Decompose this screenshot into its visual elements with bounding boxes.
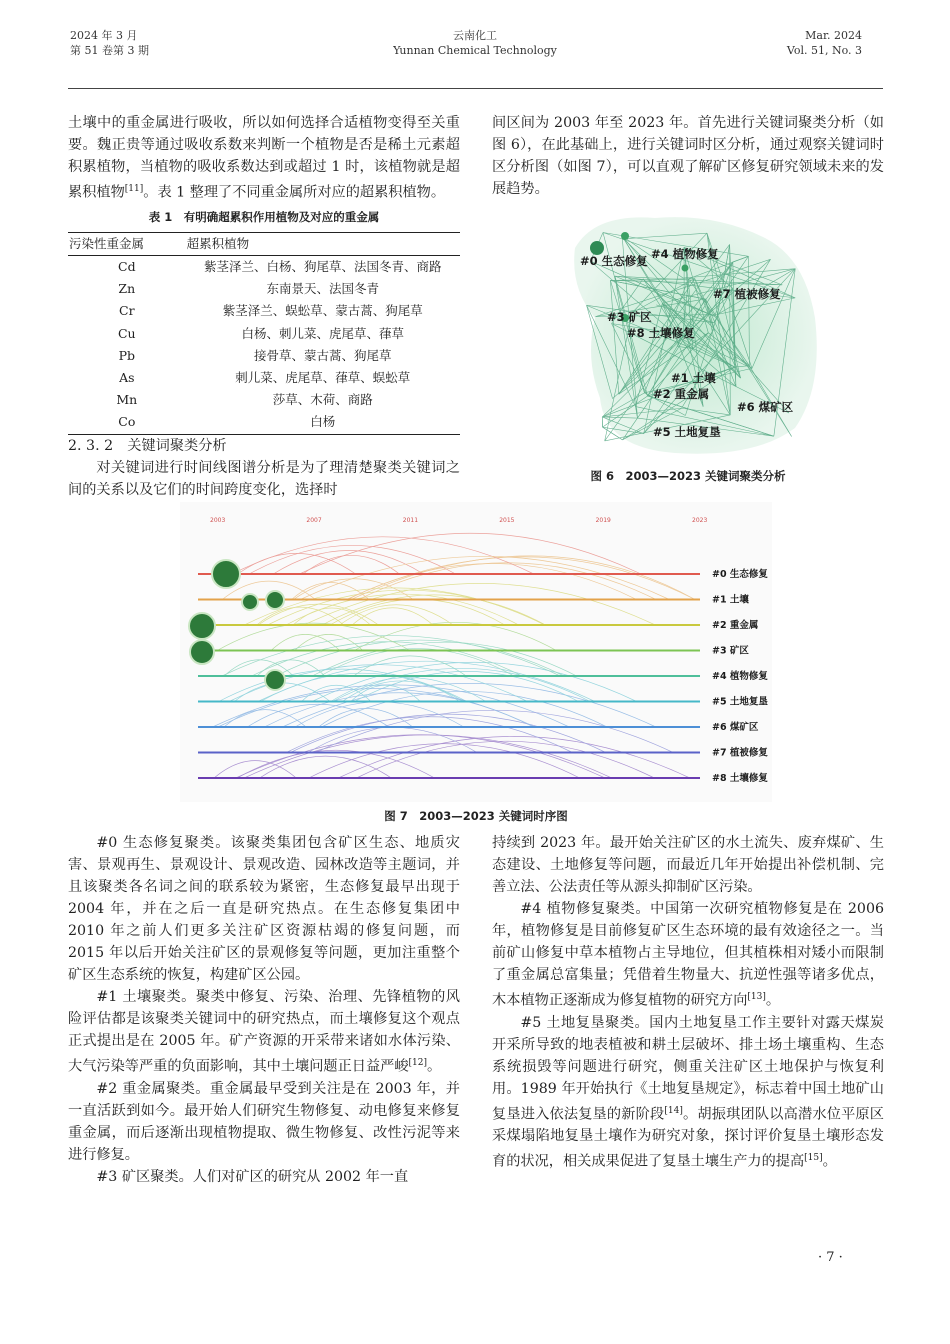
ref-15: [15] bbox=[804, 1153, 823, 1164]
table-cell: Co bbox=[68, 411, 186, 434]
table-cell: 接骨草、蒙古蒿、狗尾草 bbox=[254, 347, 392, 363]
timeline-bubble bbox=[212, 560, 240, 588]
timeline-bubble bbox=[265, 670, 285, 690]
table-cell: 东南景天、法国冬青 bbox=[266, 281, 380, 297]
header-journal-en: Yunnan Chemical Technology bbox=[393, 44, 557, 57]
figure-6-caption: 图 6 2003—2023 关键词聚类分析 bbox=[590, 469, 786, 483]
fig6-label-8: #8 土壤修复 bbox=[627, 326, 695, 340]
timeline-arc bbox=[244, 735, 612, 778]
table-cell: Cr bbox=[119, 303, 135, 319]
header-right bbox=[787, 28, 862, 58]
ref-11: [11] bbox=[124, 184, 144, 194]
header-date-en: Mar. 2024 bbox=[805, 29, 862, 42]
table-cell: 白杨 bbox=[186, 411, 460, 434]
table-row bbox=[68, 300, 460, 322]
timeline-arc bbox=[312, 642, 577, 676]
timeline-cluster-label: #6 煤矿区 bbox=[712, 722, 759, 733]
intro-paragraph bbox=[68, 112, 460, 204]
fig6-label-6: #6 煤矿区 bbox=[737, 400, 794, 414]
right-top-paragraph: 间区间为 2003 年至 2023 年。首先进行关键词聚类分析（如图 6），在此基础上，进行关键词时区分析，通过观察关键词时区分析图（如图 7），可以直观了解矿区修复研究领域未来的发展趋势。 bbox=[492, 115, 884, 197]
table-cell: Mn bbox=[116, 392, 138, 408]
timeline-arc bbox=[224, 710, 306, 727]
header-journal-cn: 云南化工 bbox=[453, 29, 497, 42]
timeline-year: 2011 bbox=[402, 517, 419, 524]
timeline-bubble bbox=[189, 613, 215, 639]
cluster-1-text: #1 土壤聚类。聚类中修复、污染、治理、先锋植物的风险评估都是该聚类关键词中的研究热点，而土壤修复这个观点正式提出是在 2005 年。矿产资源的开采带来诸如水体污染、大气污染等严重的负面影响，其中土壤问题正日益严峻 bbox=[68, 989, 460, 1075]
timeline-cluster-label: #4 植物修复 bbox=[712, 671, 768, 682]
timeline-arc bbox=[304, 583, 655, 625]
header-rule bbox=[68, 88, 883, 89]
figure-7 bbox=[180, 502, 772, 802]
timeline-years bbox=[210, 517, 707, 524]
fig6-label-5: #5 土地复垦 bbox=[653, 425, 721, 439]
right-column-bottom bbox=[492, 832, 884, 1173]
ref-13: [13] bbox=[747, 992, 766, 1002]
cluster-5-mid: 。胡振琪团队以高潜水位平原区采煤塌陷地复垦土壤作为研究对象，探讨评价复垦土壤形态发育的状况，相关成果促进了复垦土壤生产力的提高 bbox=[492, 1106, 884, 1171]
table-cell: Zn bbox=[118, 281, 136, 297]
timeline-cluster-labels bbox=[712, 568, 768, 784]
timeline-year: 2019 bbox=[595, 517, 611, 524]
header-volume-en: Vol. 51, No. 3 bbox=[786, 44, 862, 57]
timeline-year: 2015 bbox=[499, 517, 515, 524]
timeline-arc bbox=[300, 556, 669, 599]
timeline-arcs bbox=[213, 533, 695, 778]
left-column-top bbox=[68, 112, 460, 501]
figure-6 bbox=[565, 208, 823, 464]
fig6-label-3: #3 矿区 bbox=[607, 310, 652, 324]
timeline-arc bbox=[316, 710, 673, 752]
timeline-cluster-label: #2 重金属 bbox=[712, 620, 759, 631]
cluster-1-paragraph bbox=[68, 986, 460, 1078]
fig6-label-4: #4 植物修复 bbox=[651, 247, 719, 261]
timeline-cluster-label: #3 矿区 bbox=[712, 645, 749, 657]
page-number: · 7 · bbox=[818, 1250, 843, 1265]
intro-end: 。表 1 整理了不同重金属所对应的超累积植物。 bbox=[143, 184, 446, 201]
timeline-graphic bbox=[180, 502, 772, 802]
fig6-label-1: #1 土壤 bbox=[671, 371, 716, 385]
table-row bbox=[68, 278, 460, 300]
timeline-year: 2007 bbox=[306, 517, 322, 524]
timeline-arc bbox=[257, 607, 344, 625]
cluster-2-paragraph: #2 重金属聚类。重金属最早受到关注是在 2003 年，并一直活跃到如今。最开始人们研究生物修复、动电修复来修复重金属，而后逐渐出现植物提取、微生物修复、改性污泥等来进行修复。 bbox=[68, 1080, 460, 1163]
cluster-0-paragraph: #0 生态修复聚类。该聚类集团包含矿区生态、地质灾害、景观再生、景观设计、景观改造、园林改造等主题词，并且该聚类各名词之间的联系较为紧密，生态修复最早出现于 2004 年，并在之后一直是研究热点。在生态修复集团中 2010 年之前人们更多关注矿区资源枯竭的修复问题，而 2015 年以后开始关注矿区的景观修复等问题，更加注重整个矿区生态系统的恢复，构建矿区公园。 bbox=[68, 835, 460, 983]
cluster-4-end: 。 bbox=[765, 992, 781, 1009]
timeline-bubble bbox=[242, 594, 258, 610]
timeline-cluster-label: #5 土地复垦 bbox=[712, 696, 768, 708]
table-caption: 表 1 有明确超累积作用植物及对应的重金属 bbox=[148, 209, 380, 224]
timeline-arc bbox=[356, 741, 654, 778]
timeline-arc bbox=[302, 685, 371, 701]
table-row bbox=[68, 389, 460, 411]
timeline-arc bbox=[236, 735, 605, 778]
table-cell: As bbox=[119, 369, 135, 385]
header-date-cn: 2024 年 3 月 bbox=[70, 29, 138, 42]
table-cell: 莎草、木荷、商路 bbox=[272, 392, 373, 408]
table-cell: 紫茎泽兰、蜈蚣草、蒙古蒿、狗尾草 bbox=[222, 303, 423, 319]
table-cell: 白杨、刺儿菜、虎尾草、葎草 bbox=[241, 325, 405, 341]
ref-14: [14] bbox=[664, 1105, 683, 1116]
timeline-arc bbox=[338, 736, 689, 778]
cluster-4-text: #4 植物修复聚类。中国第一次研究植物修复是在 2006 年，植物修复是目前修复矿区生态环境的最有效途径之一。当前矿山修复中草本植物占主导地位，但其植株相对矮小而限制了重金属总富集量；凭借着生物量大、抗逆性强等诸多优点，木本植物正逐渐成为修复植物的研究方向 bbox=[492, 901, 884, 1009]
cluster-5-end: 。 bbox=[822, 1154, 837, 1171]
node bbox=[621, 232, 629, 240]
metal-plant-table bbox=[68, 232, 460, 435]
fig6-label-7: #7 植被修复 bbox=[713, 287, 781, 301]
fig6-label-2: #2 重金属 bbox=[653, 387, 710, 401]
table-cell: 刺儿菜、虎尾草、葎草、蜈蚣草 bbox=[235, 369, 411, 385]
node-large bbox=[590, 241, 604, 255]
timeline-cluster-label: #0 生态修复 bbox=[712, 569, 768, 580]
cluster-5-text: #5 土地复垦聚类。国内土地复垦工作主要针对露天煤炭开采所导致的地表植被和耕土层破坏、排土场土壤重构、生态系统损毁等问题进行研究，侧重关注矿区土地保护与恢复利用。1989 年开始执行《土地复垦规定》，标志着中国土地矿山复垦进入依法复垦的新阶段 bbox=[492, 1014, 884, 1123]
node bbox=[682, 265, 689, 272]
left-column-bottom bbox=[68, 832, 460, 1188]
table-row bbox=[68, 255, 460, 278]
timeline-cluster-label: #8 土壤修复 bbox=[712, 773, 768, 784]
table-cell: Pb bbox=[118, 347, 135, 363]
section-heading: 2. 3. 2 关键词聚类分析 bbox=[68, 437, 227, 454]
timeline-bubble bbox=[266, 591, 284, 609]
figure-7-caption: 图 7 2003—2023 关键词时序图 bbox=[384, 809, 568, 823]
timeline-year: 2003 bbox=[210, 517, 226, 524]
timeline-arc bbox=[300, 533, 641, 574]
cluster-3-continued: 持续到 2023 年。最开始关注矿区的水土流失、废弃煤矿、生态建设、土地修复等问题，而最近几年开始提出补偿机制、完善立法、公法责任等从源头抑制矿区污染。 bbox=[492, 835, 884, 895]
table-header-plant: 超累积植物 bbox=[186, 232, 460, 255]
right-column-top bbox=[492, 112, 884, 200]
table-cell: Cu bbox=[117, 325, 136, 341]
timeline-cluster-label: #1 土壤 bbox=[712, 594, 749, 606]
cluster-network-graphic bbox=[565, 208, 823, 464]
table-row bbox=[68, 367, 460, 389]
header-volume-cn: 第 51 卷第 3 期 bbox=[70, 44, 149, 57]
section-paragraph: 对关键词进行时间线图谱分析是为了理清楚聚类关键词之间的关系以及它们的时间跨度变化，选择时 bbox=[68, 459, 460, 498]
cluster-4-paragraph bbox=[492, 898, 884, 1012]
fig6-label-0: #0 生态修复 bbox=[580, 254, 648, 268]
timeline-cluster-label: #7 植被修复 bbox=[712, 747, 768, 759]
table-cell: Cd bbox=[118, 258, 136, 274]
timeline-bubble bbox=[190, 640, 214, 664]
timeline-arc bbox=[354, 622, 556, 650]
table-row bbox=[68, 411, 460, 434]
table-cell: 紫茎泽兰、白杨、狗尾草、法国冬青、商路 bbox=[204, 258, 442, 274]
cluster-3-paragraph: #3 矿区聚类。人们对矿区的研究从 2002 年一直 bbox=[96, 1168, 409, 1185]
cluster-1-end: 。 bbox=[427, 1058, 442, 1075]
intro-text: 土壤中的重金属进行吸收，所以如何选择合适植物变得至关重要。魏正贵等通过吸收系数来判断一个植物是否是稀土元素超积累植物，当植物的吸收系数达到或超过 1 时，该植物就是超累积植物 bbox=[68, 115, 460, 201]
table-header-metal: 污染性重金属 bbox=[68, 232, 186, 255]
ref-12: [12] bbox=[408, 1058, 427, 1068]
table-row bbox=[68, 323, 460, 345]
timeline-arc bbox=[217, 623, 410, 650]
cluster-5-paragraph bbox=[492, 1012, 884, 1173]
timeline-year: 2023 bbox=[692, 517, 708, 524]
table-row bbox=[68, 345, 460, 367]
